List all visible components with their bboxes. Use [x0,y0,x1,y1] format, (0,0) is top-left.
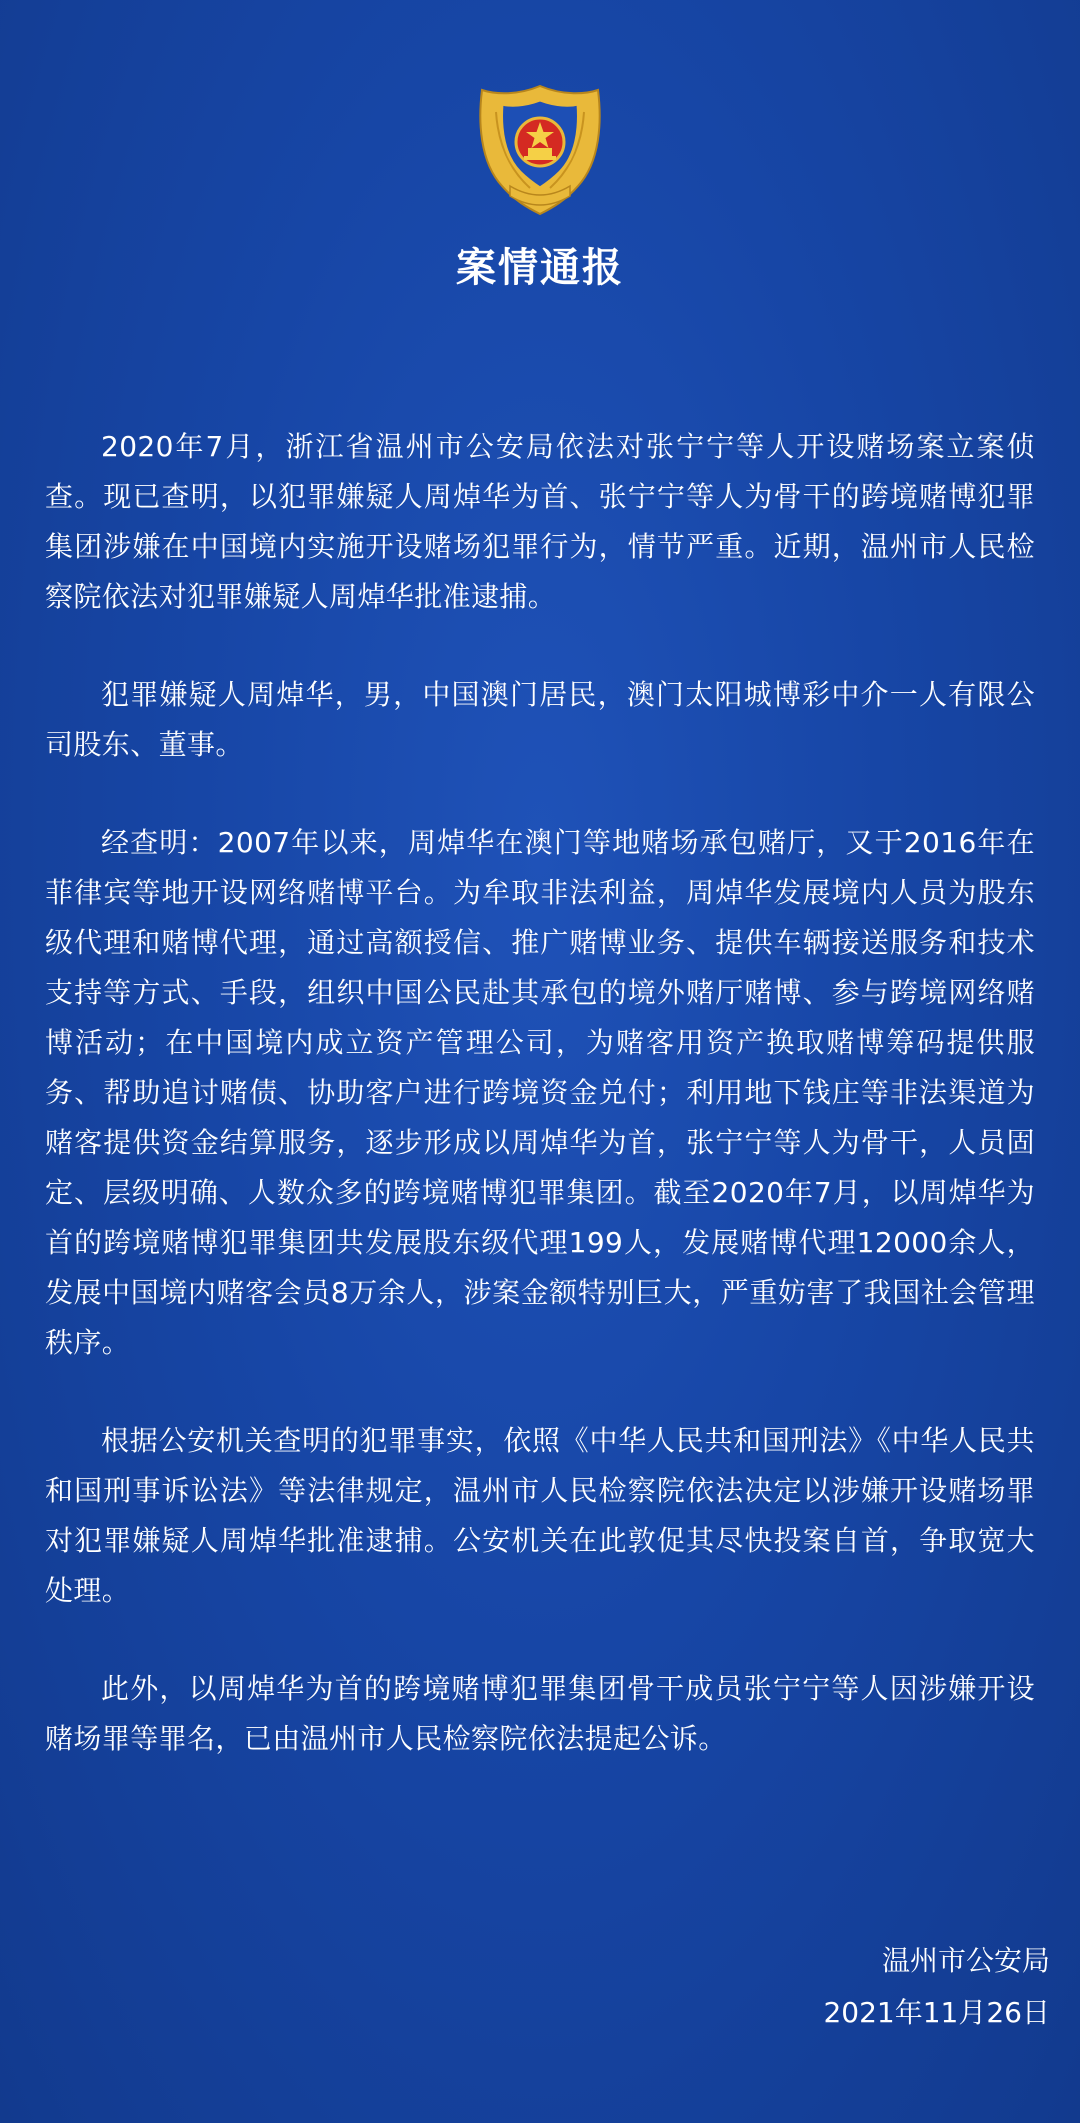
signature-block [823,1935,1050,2039]
page-title: 案情通报 [456,245,624,291]
notice-body [45,422,1035,1812]
issue-date: 2021年11月26日 [823,1996,1050,2029]
police-emblem-icon [474,82,606,218]
paragraph-prosecution: 此外，以周焯华为首的跨境赌博犯罪集团骨干成员张宁宁等人因涉嫌开设赌场罪等罪名，已由温州市人民检察院依法提起公诉。 [45,1672,1035,1755]
paragraph-investigation-findings: 经查明：2007年以来，周焯华在澳门等地赌场承包赌厅，又于2016年在菲律宾等地开设网络赌博平台。为牟取非法利益，周焯华发展境内人员为股东级代理和赌博代理，通过高额授信、推广赌博业务、提供车辆接送服务和技术支持等方式、手段，组织中国公民赴其承包的境外赌厅赌博、参与跨境网络赌博活动；在中国境内成立资产管理公司，为赌客用资产换取赌博筹码提供服务、帮助追讨赌债、协助客户进行跨境资金兑付；利用地下钱庄等非法渠道为赌客提供资金结算服务，逐步形成以周焯华为首，张宁宁等人为骨干，人员固定、层级明确、人数众多的跨境赌博犯罪集团。截至2020年7月，以周焯华为首的跨境赌博犯罪集团共发展股东级代理199人，发展赌博代理12000余人，发展中国境内赌客会员8万余人，涉案金额特别巨大，严重妨害了我国社会管理秩序。 [45,826,1035,1359]
paragraph-suspect-profile: 犯罪嫌疑人周焯华，男，中国澳门居民，澳门太阳城博彩中介一人有限公司股东、董事。 [45,678,1035,761]
paragraph-arrest-approval: 根据公安机关查明的犯罪事实，依照《中华人民共和国刑法》《中华人民共和国刑事诉讼法》等法律规定，温州市人民检察院依法决定以涉嫌开设赌场罪对犯罪嫌疑人周焯华批准逮捕。公安机关在此敦促其尽快投案自首，争取宽大处理。 [45,1424,1035,1607]
paragraph-case-filing: 2020年7月，浙江省温州市公安局依法对张宁宁等人开设赌场案立案侦查。现已查明，以犯罪嫌疑人周焯华为首、张宁宁等人为骨干的跨境赌博犯罪集团涉嫌在中国境内实施开设赌场犯罪行为，情节严重。近期，温州市人民检察院依法对犯罪嫌疑人周焯华批准逮捕。 [45,430,1035,613]
issuing-organization: 温州市公安局 [881,1944,1050,1977]
